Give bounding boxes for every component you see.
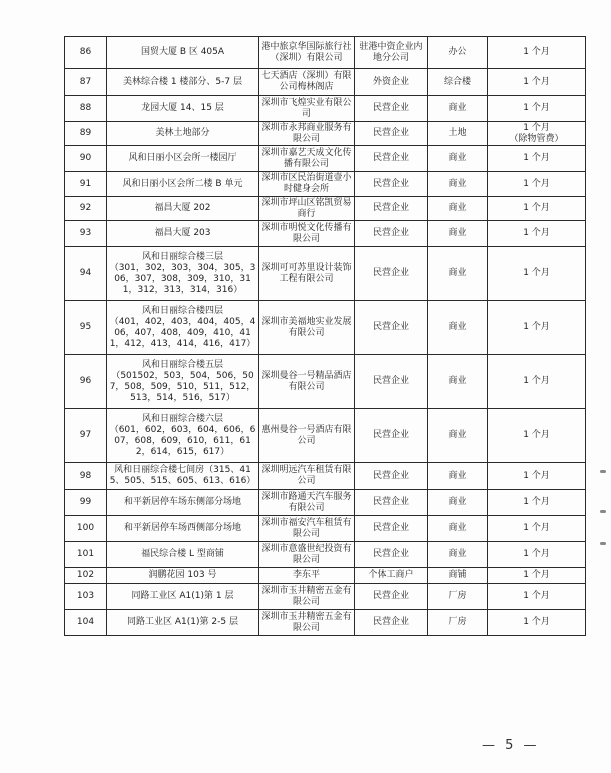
table-row bbox=[65, 247, 586, 301]
cell-enterprise-type: 民营企业 bbox=[355, 610, 428, 636]
cell-number: 95 bbox=[65, 301, 107, 355]
cell-enterprise-type: 民营企业 bbox=[355, 146, 428, 172]
cell-location: 福民综合楼 L 型商铺 bbox=[107, 542, 259, 568]
cell-location: 国贸大厦 B 区 405A bbox=[107, 37, 259, 69]
cell-enterprise-type: 民营企业 bbox=[355, 96, 428, 122]
cell-enterprise-type: 民营企业 bbox=[355, 490, 428, 516]
cell-tenant: 深圳市福安汽车租赁有限公司 bbox=[259, 516, 355, 542]
table-row bbox=[65, 516, 586, 542]
cell-number: 90 bbox=[65, 146, 107, 172]
cell-tenant: 深圳曼谷一号精品酒店有限公司 bbox=[259, 355, 355, 409]
cell-period: 1 个月 bbox=[488, 301, 586, 355]
cell-period: 1 个月 bbox=[488, 490, 586, 516]
cell-use: 办公 bbox=[428, 37, 488, 69]
cell-number: 99 bbox=[65, 490, 107, 516]
cell-location: 龙园大厦 14、15 层 bbox=[107, 96, 259, 122]
cell-number: 103 bbox=[65, 584, 107, 610]
cell-enterprise-type: 民营企业 bbox=[355, 516, 428, 542]
cell-number: 91 bbox=[65, 172, 107, 197]
cell-location: 润鹏花园 103 号 bbox=[107, 568, 259, 584]
cell-use: 商业 bbox=[428, 172, 488, 197]
cell-period: 1 个月 bbox=[488, 610, 586, 636]
cell-tenant: 深圳市飞煌实业有限公司 bbox=[259, 96, 355, 122]
table-row bbox=[65, 610, 586, 636]
cell-use: 商业 bbox=[428, 197, 488, 221]
cell-enterprise-type: 驻港中资企业内地分公司 bbox=[355, 37, 428, 69]
cell-location: 美林土地部分 bbox=[107, 122, 259, 146]
cell-number: 87 bbox=[65, 69, 107, 96]
cell-use: 商业 bbox=[428, 96, 488, 122]
table-row bbox=[65, 69, 586, 96]
table-row bbox=[65, 409, 586, 463]
cell-period: 1 个月 bbox=[488, 146, 586, 172]
table-row bbox=[65, 221, 586, 247]
cell-number: 102 bbox=[65, 568, 107, 584]
cell-enterprise-type: 民营企业 bbox=[355, 542, 428, 568]
cell-tenant: 深圳市路通天汽车服务有限公司 bbox=[259, 490, 355, 516]
cell-number: 88 bbox=[65, 96, 107, 122]
cell-tenant: 港中旅京华国际旅行社（深圳）有限公司 bbox=[259, 37, 355, 69]
cell-number: 86 bbox=[65, 37, 107, 69]
cell-number: 92 bbox=[65, 197, 107, 221]
cell-period: 1 个月 bbox=[488, 96, 586, 122]
cell-location: 福昌大厦 202 bbox=[107, 197, 259, 221]
margin-marks bbox=[600, 470, 608, 550]
cell-period: 1 个月 （除物管费） bbox=[488, 122, 586, 146]
cell-location: 和平新居停车场西侧部分场地 bbox=[107, 516, 259, 542]
cell-period: 1 个月 bbox=[488, 568, 586, 584]
cell-enterprise-type: 民营企业 bbox=[355, 122, 428, 146]
cell-number: 96 bbox=[65, 355, 107, 409]
cell-use: 商业 bbox=[428, 490, 488, 516]
cell-location: 风和日丽综合楼四层 （401，402，403，404，405，406，407，408，409，410，411，412，413，414，416，417） bbox=[107, 301, 259, 355]
table-row bbox=[65, 463, 586, 490]
cell-use: 商业 bbox=[428, 463, 488, 490]
cell-period: 1 个月 bbox=[488, 463, 586, 490]
cell-use: 综合楼 bbox=[428, 69, 488, 96]
cell-use: 土地 bbox=[428, 122, 488, 146]
page-number: — 5 — bbox=[482, 738, 540, 753]
table-row bbox=[65, 568, 586, 584]
cell-use: 商业 bbox=[428, 355, 488, 409]
cell-period: 1 个月 bbox=[488, 355, 586, 409]
table-row bbox=[65, 146, 586, 172]
cell-number: 104 bbox=[65, 610, 107, 636]
cell-use: 商业 bbox=[428, 301, 488, 355]
cell-use: 厂房 bbox=[428, 610, 488, 636]
cell-period: 1 个月 bbox=[488, 516, 586, 542]
cell-location: 福昌大厦 203 bbox=[107, 221, 259, 247]
cell-location: 同路工业区 A1(1)第 2-5 层 bbox=[107, 610, 259, 636]
cell-number: 89 bbox=[65, 122, 107, 146]
cell-period: 1 个月 bbox=[488, 247, 586, 301]
cell-enterprise-type: 民营企业 bbox=[355, 409, 428, 463]
table-row bbox=[65, 96, 586, 122]
cell-period: 1 个月 bbox=[488, 542, 586, 568]
cell-location: 风和日丽综合楼六层 （601，602，603，604，606，607，608，609，610，611，612，614，615，617） bbox=[107, 409, 259, 463]
cell-tenant: 惠州曼谷一号酒店有限公司 bbox=[259, 409, 355, 463]
cell-number: 94 bbox=[65, 247, 107, 301]
cell-tenant: 深圳市明悦文化传播有限公司 bbox=[259, 221, 355, 247]
cell-location: 同路工业区 A1(1)第 1 层 bbox=[107, 584, 259, 610]
cell-period: 1 个月 bbox=[488, 172, 586, 197]
cell-tenant: 七天酒店（深圳）有限公司梅林阁店 bbox=[259, 69, 355, 96]
cell-use: 商业 bbox=[428, 247, 488, 301]
cell-enterprise-type: 民营企业 bbox=[355, 221, 428, 247]
cell-enterprise-type: 民营企业 bbox=[355, 584, 428, 610]
cell-location: 和平新居停车场东侧部分场地 bbox=[107, 490, 259, 516]
cell-use: 商业 bbox=[428, 516, 488, 542]
table-row bbox=[65, 542, 586, 568]
table-row bbox=[65, 197, 586, 221]
cell-enterprise-type: 民营企业 bbox=[355, 197, 428, 221]
cell-period: 1 个月 bbox=[488, 37, 586, 69]
table-row bbox=[65, 37, 586, 69]
cell-location: 风和日丽综合楼五层 （501502，503，504，506，507，508，509，510，511，512，513，514，516，517） bbox=[107, 355, 259, 409]
cell-tenant: 深圳市区民治街道壹小时健身会所 bbox=[259, 172, 355, 197]
cell-period: 1 个月 bbox=[488, 584, 586, 610]
cell-number: 93 bbox=[65, 221, 107, 247]
cell-location: 风和日丽综合楼七间房（315、415、505、515、605、613、616） bbox=[107, 463, 259, 490]
cell-tenant: 深圳市玉井精密五金有限公司 bbox=[259, 584, 355, 610]
cell-enterprise-type: 民营企业 bbox=[355, 172, 428, 197]
cell-use: 商铺 bbox=[428, 568, 488, 584]
table-row bbox=[65, 490, 586, 516]
cell-enterprise-type: 民营企业 bbox=[355, 247, 428, 301]
table-row bbox=[65, 355, 586, 409]
table-row bbox=[65, 122, 586, 146]
cell-number: 101 bbox=[65, 542, 107, 568]
table-row bbox=[65, 584, 586, 610]
cell-location: 风和日丽综合楼三层 （301，302，303，304，305，306，307，308，309，310，311，312，313，314，316） bbox=[107, 247, 259, 301]
cell-use: 商业 bbox=[428, 146, 488, 172]
cell-use: 厂房 bbox=[428, 584, 488, 610]
cell-number: 100 bbox=[65, 516, 107, 542]
cell-enterprise-type: 民营企业 bbox=[355, 355, 428, 409]
lease-table bbox=[64, 36, 586, 636]
cell-enterprise-type: 外资企业 bbox=[355, 69, 428, 96]
cell-tenant: 深圳可可苏里设计装饰工程有限公司 bbox=[259, 247, 355, 301]
cell-period: 1 个月 bbox=[488, 69, 586, 96]
lease-table-body bbox=[65, 37, 586, 636]
cell-tenant: 深圳市玉井精密五金有限公司 bbox=[259, 610, 355, 636]
cell-tenant: 深圳明远汽车租赁有限公司 bbox=[259, 463, 355, 490]
cell-location: 美林综合楼 1 楼部分、5-7 层 bbox=[107, 69, 259, 96]
cell-enterprise-type: 民营企业 bbox=[355, 301, 428, 355]
cell-tenant: 李东平 bbox=[259, 568, 355, 584]
cell-use: 商业 bbox=[428, 542, 488, 568]
cell-number: 98 bbox=[65, 463, 107, 490]
cell-tenant: 深圳市坪山区铭凯贸易商行 bbox=[259, 197, 355, 221]
cell-tenant: 深圳市嘉艺天成文化传播有限公司 bbox=[259, 146, 355, 172]
cell-period: 1 个月 bbox=[488, 197, 586, 221]
cell-enterprise-type: 民营企业 bbox=[355, 463, 428, 490]
cell-use: 商业 bbox=[428, 409, 488, 463]
cell-location: 风和日丽小区会所一楼园厅 bbox=[107, 146, 259, 172]
cell-tenant: 深圳市意盛世纪投资有限公司 bbox=[259, 542, 355, 568]
cell-number: 97 bbox=[65, 409, 107, 463]
cell-tenant: 深圳市永邦商业服务有限公司 bbox=[259, 122, 355, 146]
cell-tenant: 深圳市美福地实业发展有限公司 bbox=[259, 301, 355, 355]
cell-period: 1 个月 bbox=[488, 409, 586, 463]
cell-location: 风和日丽小区会所二楼 B 单元 bbox=[107, 172, 259, 197]
cell-period: 1 个月 bbox=[488, 221, 586, 247]
cell-enterprise-type: 个体工商户 bbox=[355, 568, 428, 584]
cell-use: 商业 bbox=[428, 221, 488, 247]
table-row bbox=[65, 172, 586, 197]
table-row bbox=[65, 301, 586, 355]
